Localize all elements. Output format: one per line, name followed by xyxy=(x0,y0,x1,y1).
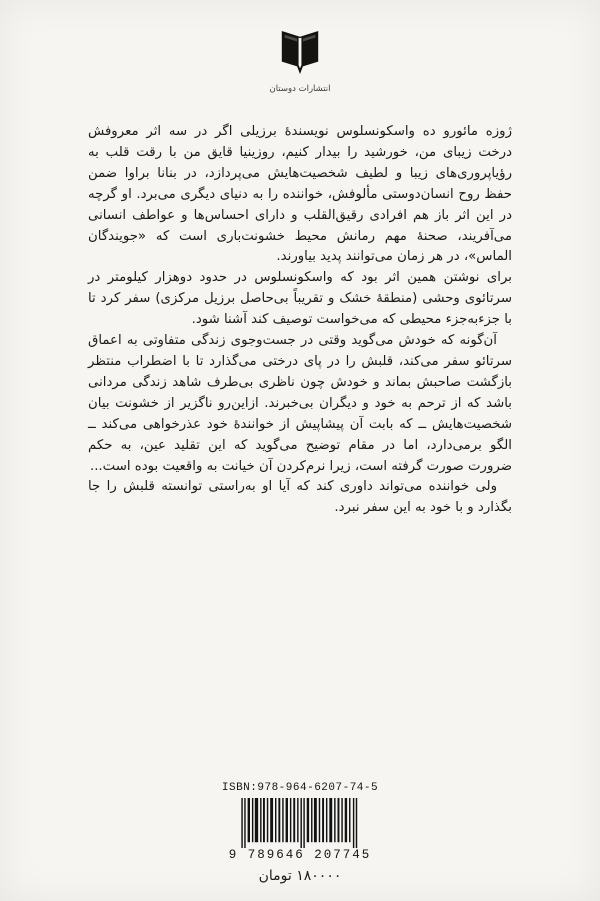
back-cover-text xyxy=(88,122,512,519)
barcode xyxy=(0,798,600,852)
publisher-logo xyxy=(0,30,600,80)
ean13-barcode-icon xyxy=(211,798,389,848)
isbn-label: ISBN:978-964-6207-74-5 xyxy=(221,782,379,794)
price: ۱۸۰۰۰۰ تومان xyxy=(258,868,342,884)
paragraph-4: ولی خواننده می‌تواند داوری کند که آیا او به‌راستی توانسته قلبش را جا بگذارد و با خود به این سفر نبرد. xyxy=(88,479,512,516)
publisher-name: انتشارات دوستان xyxy=(269,84,331,94)
barcode-number: 9 789646 207745 xyxy=(228,848,372,862)
paragraph-3: آن‌گونه که خودش می‌گوید وقتی در جست‌وجوی زندگی متفاوتی به اعماق سرتائو سفر می‌کند، قلبش را در پای درختی می‌گذارد تا با اضطراب منتظر بازگشت صاحبش بماند و خودش چون ناظری بی‌طرف شاهد زندگی مردانی باشد که از ترحم به خود و دیگران بی‌خبرند. ازاین‌رو ناگزیر از خشونت بیان شخصیت‌هایش ــ که بابت آن پیشاپیش از خوانندهٔ خود عذرخواهی می‌کند ــ الگو برمی‌دارد، اما در مقام توضیح می‌گوید که این تقلید عین، به حکم ضرورت صورت گرفته است، زیرا نرم‌کردن آن خیانت به واقعیت بوده است... xyxy=(88,333,512,474)
open-book-logo-icon xyxy=(277,30,323,76)
paragraph-1: ژوزه مائورو ده واسکونسلوس نویسندهٔ برزیلی اگر در سه اثر معروفش درخت زیبای من، خورشید را بیدار کنیم، روزینیا قایق من با رقت قلب به رؤیاپروری‌های زیبا و لطیف شخصیت‌هایش می‌پردازد، در بنانا براوا ضمن حفظ روح انسان‌دوستی مألوفش، خواننده را به دنیای دیگری می‌برد. او گرچه در این اثر باز هم افرادی رقیق‌القلب و دارای احساس‌ها و عواطف انسانی می‌آفریند، صحنهٔ مهم رمانش محیط خشونت‌باری است که «جویندگان الماس»، در هر زمان می‌توانند پدید بیاورند. xyxy=(88,124,512,265)
paragraph-2: برای نوشتن همین اثر بود که واسکونسلوس در حدود دوهزار کیلومتر در سرتائوی وحشی (منطقهٔ خشک و تقریباً بی‌حاصل برزیل مرکزی) سفر کرد تا با جزءبه‌جزء محیطی که می‌خواست توصیف کند آشنا شود. xyxy=(88,270,512,328)
